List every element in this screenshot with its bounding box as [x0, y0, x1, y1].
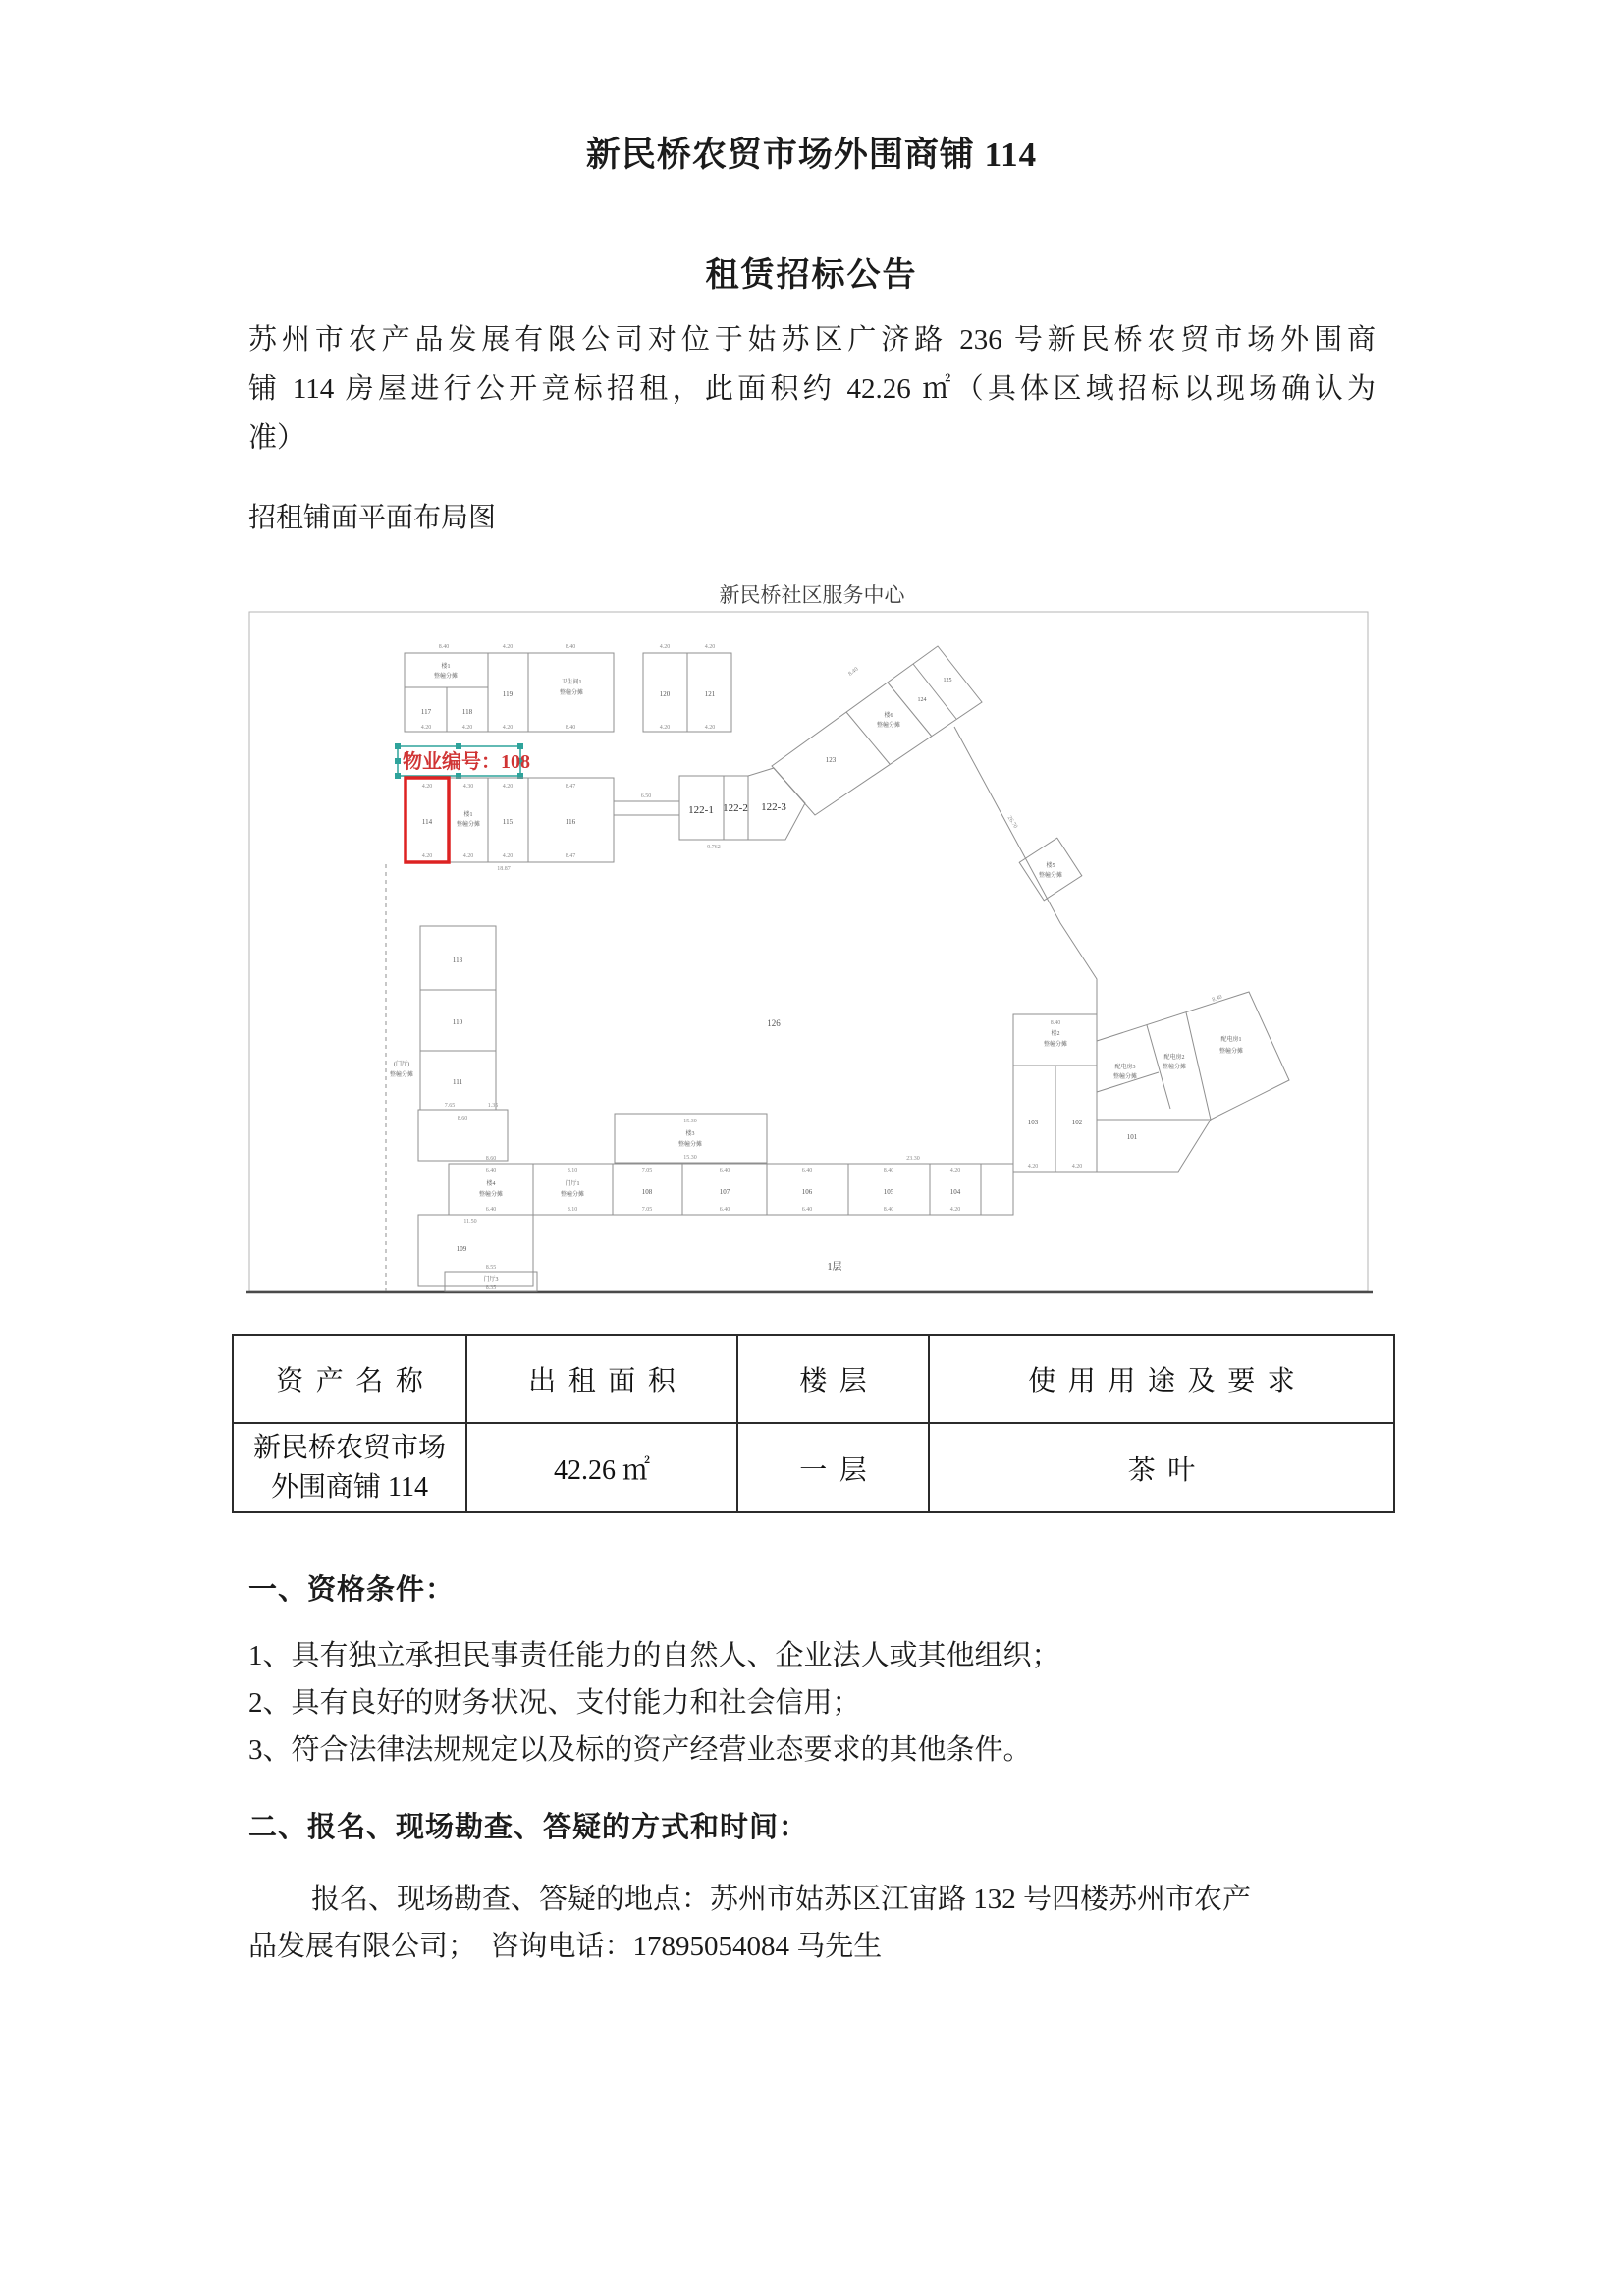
room-label: 124: [917, 697, 927, 703]
dimension-label: 6.40: [485, 1207, 497, 1213]
dimension-label: 4.20: [502, 853, 514, 859]
dimension-label: 15.30: [683, 1155, 697, 1161]
dimension-label: 4.20: [502, 725, 514, 731]
dimension-label: 11.50: [463, 1219, 477, 1225]
intro-line: 准）: [248, 422, 306, 454]
dimension-label: 8.40: [1211, 994, 1223, 1004]
header-floor: 楼层: [737, 1335, 929, 1423]
dimension-label: 8.40: [1050, 1020, 1061, 1026]
room-label: 整幢分摊: [1162, 1065, 1187, 1070]
dimension-label: 8.60: [457, 1116, 468, 1121]
floor-note: 1层: [827, 1262, 842, 1273]
dimension-label: 15.30: [683, 1119, 697, 1124]
contact-line: 品发展有限公司； 咨询电话：17895054084 马先生: [248, 1931, 883, 1962]
room-label: 121: [704, 690, 716, 698]
room-label: 配电房3: [1114, 1065, 1136, 1070]
dimension-label: 4.20: [949, 1207, 961, 1213]
room-label: 整幢分摊: [456, 822, 481, 828]
dimension-label: 8.40: [565, 725, 576, 731]
dimension-label: 4.20: [704, 725, 716, 731]
dimension-label: 8.60: [485, 1156, 497, 1162]
room-label: 105: [883, 1188, 894, 1196]
dimension-label: 4.20: [462, 853, 474, 859]
header-asset-name: 资产名称: [233, 1335, 466, 1423]
dimension-label: 4.20: [502, 644, 514, 650]
room-label: 118: [461, 708, 473, 716]
dimension-label: 18.87: [497, 866, 511, 872]
page-subtitle: 租赁招标公告: [705, 257, 918, 294]
dimension-label: 4.20: [949, 1168, 961, 1174]
cell-lease-area: 42.26 ㎡: [466, 1423, 737, 1512]
room-label: 110: [452, 1018, 463, 1026]
room-label: 整幢分摊: [1112, 1074, 1138, 1080]
room-label: 104: [949, 1188, 961, 1196]
header-usage: 使用用途及要求: [929, 1335, 1394, 1423]
intro-paragraph: [248, 315, 1376, 463]
room-label: 楼5: [1046, 863, 1055, 869]
requirement-item: 2、具有良好的财务状况、支付能力和社会信用；: [248, 1687, 861, 1719]
plan-caption: 招租铺面平面布局图: [248, 503, 497, 533]
section-1-heading: 一、资格条件：: [248, 1574, 456, 1606]
selection-handle: [395, 758, 401, 764]
dimension-label: 1.35: [487, 1103, 499, 1109]
room-label: 整幢分摊: [876, 723, 901, 729]
cell-usage: 茶叶: [929, 1423, 1394, 1512]
dimension-label: 4.20: [421, 853, 433, 859]
dimension-label: 4.20: [420, 725, 432, 731]
dimension-label: 6.40: [485, 1168, 497, 1174]
room-label: 整幢分摊: [1218, 1049, 1244, 1055]
selection-handle: [395, 743, 401, 749]
dimension-label: 26.70: [1005, 815, 1018, 830]
plan-title: 新民桥社区服务中心: [719, 583, 905, 607]
dimension-label: 4.30: [462, 784, 474, 790]
dimension-label: 8.40: [883, 1207, 894, 1213]
dimension-label: 6.40: [719, 1168, 730, 1174]
dimension-label: 6.40: [719, 1207, 730, 1213]
dimension-label: 8.35: [485, 1285, 497, 1291]
selection-handle: [517, 743, 523, 749]
page-title: 新民桥农贸市场外围商铺 114: [585, 136, 1038, 174]
room-label: 门厅1: [565, 1181, 580, 1187]
room-label: 整幢分摊: [389, 1072, 414, 1078]
room-label: 楼3: [685, 1131, 695, 1137]
room-label: 整幢分摊: [677, 1142, 703, 1148]
room-label: 120: [659, 690, 671, 698]
room-label: 108: [641, 1188, 653, 1196]
selection-handle: [456, 743, 461, 749]
intro-line: 苏州市农产品发展有限公司对位于姑苏区广济路 236 号新民桥农贸市场外围商: [248, 324, 1376, 355]
dimension-label: 7.05: [641, 1168, 653, 1174]
room-label: 122-3: [761, 801, 786, 813]
room-label: 整幢分摊: [560, 1192, 585, 1198]
asset-name-line: 外围商铺 114: [271, 1471, 428, 1503]
lease-table: [232, 1334, 1395, 1513]
room-label: (门厅): [394, 1062, 409, 1067]
room-label: 楼1: [463, 812, 473, 818]
dimension-label: 8.40: [565, 644, 576, 650]
room-label: 116: [565, 818, 576, 826]
section-1-items: [248, 1632, 1387, 1774]
dimension-label: 4.20: [502, 784, 514, 790]
requirement-item: 1、具有独立承担民事责任能力的自然人、企业法人或其他组织；: [248, 1640, 1060, 1671]
room-label: 103: [1027, 1119, 1039, 1126]
contact-line: 报名、现场勘查、答疑的地点：苏州市姑苏区江宙路 132 号四楼苏州市农产: [311, 1884, 1252, 1915]
dimension-label: 4.20: [659, 725, 671, 731]
room-label: 配电房1: [1220, 1037, 1242, 1043]
cell-asset-name: [233, 1423, 466, 1512]
room-label: 122-2: [723, 802, 748, 814]
room-label: 106: [801, 1188, 813, 1196]
room-label: 117: [420, 708, 432, 716]
dimension-label: 23.30: [906, 1156, 920, 1162]
dimension-label: 8.40: [438, 644, 450, 650]
dimension-label: 8.40: [847, 666, 860, 678]
room-label: 123: [825, 756, 837, 764]
dimension-label: 8.40: [883, 1168, 894, 1174]
room-label: 122-1: [688, 804, 714, 816]
section-2-paragraph: [248, 1876, 1387, 1970]
room-label: 整幢分摊: [1038, 873, 1063, 879]
room-label: 109: [456, 1245, 467, 1253]
room-label: 101: [1126, 1133, 1138, 1141]
asset-name-line: 新民桥农贸市场: [252, 1432, 446, 1463]
room-label: 门厅3: [483, 1277, 499, 1283]
dimension-label: 9.762: [707, 845, 721, 850]
room-label: 整幢分摊: [559, 690, 584, 696]
room-label: 整幢分摊: [433, 674, 459, 680]
dimension-label: 8.10: [567, 1168, 578, 1174]
dimension-label: 7.65: [444, 1103, 456, 1109]
room-label: 126: [767, 1018, 781, 1028]
selection-handle: [395, 773, 401, 779]
dimension-label: 8.47: [565, 784, 576, 790]
dimension-label: 4.20: [659, 644, 671, 650]
room-label: 配电房2: [1163, 1055, 1185, 1061]
dimension-label: 6.40: [801, 1207, 813, 1213]
section-2-heading: 二、报名、现场勘查、答疑的方式和时间：: [248, 1812, 809, 1843]
header-lease-area: 出租面积: [466, 1335, 737, 1423]
property-tag-label: 物业编号：108: [403, 751, 530, 773]
dimension-label: 8.10: [567, 1207, 578, 1213]
intro-line: 铺 114 房屋进行公开竞标招租，此面积约 42.26 ㎡（具体区域招标以现场确认为: [248, 373, 1376, 405]
room-label: 楼6: [884, 713, 893, 719]
room-label: 整幢分摊: [1043, 1042, 1068, 1048]
room-label: 114: [421, 818, 433, 826]
room-label: 115: [502, 818, 514, 826]
room-label: 卫生间1: [561, 680, 582, 685]
room-label: 整幢分摊: [478, 1192, 504, 1198]
dimension-label: 8.47: [565, 853, 576, 859]
dimension-label: 6.50: [640, 793, 652, 799]
table-header-row: [233, 1335, 1394, 1423]
table-row: [233, 1423, 1394, 1512]
room-label: 102: [1071, 1119, 1083, 1126]
dimension-label: 4.20: [1027, 1164, 1039, 1170]
room-label: 125: [943, 678, 952, 683]
dimension-label: 4.20: [461, 725, 473, 731]
room-label: 119: [502, 690, 514, 698]
room-label: 113: [452, 957, 463, 964]
dimension-label: 6.40: [801, 1168, 813, 1174]
dimension-label: 7.05: [641, 1207, 653, 1213]
floorplan-image: [226, 570, 1394, 1306]
dimension-label: 4.20: [704, 644, 716, 650]
room-label: 楼1: [441, 664, 451, 670]
requirement-item: 3、符合法律法规规定以及标的资产经营业态要求的其他条件。: [248, 1734, 1032, 1766]
room-label: 107: [719, 1188, 730, 1196]
dimension-label: 8.55: [485, 1265, 497, 1271]
cell-floor: 一层: [737, 1423, 929, 1512]
room-label: 111: [453, 1078, 462, 1086]
room-label: 楼2: [1051, 1031, 1060, 1037]
dimension-label: 4.20: [421, 784, 433, 790]
room-label: 楼4: [486, 1181, 496, 1187]
dimension-label: 4.20: [1071, 1164, 1083, 1170]
